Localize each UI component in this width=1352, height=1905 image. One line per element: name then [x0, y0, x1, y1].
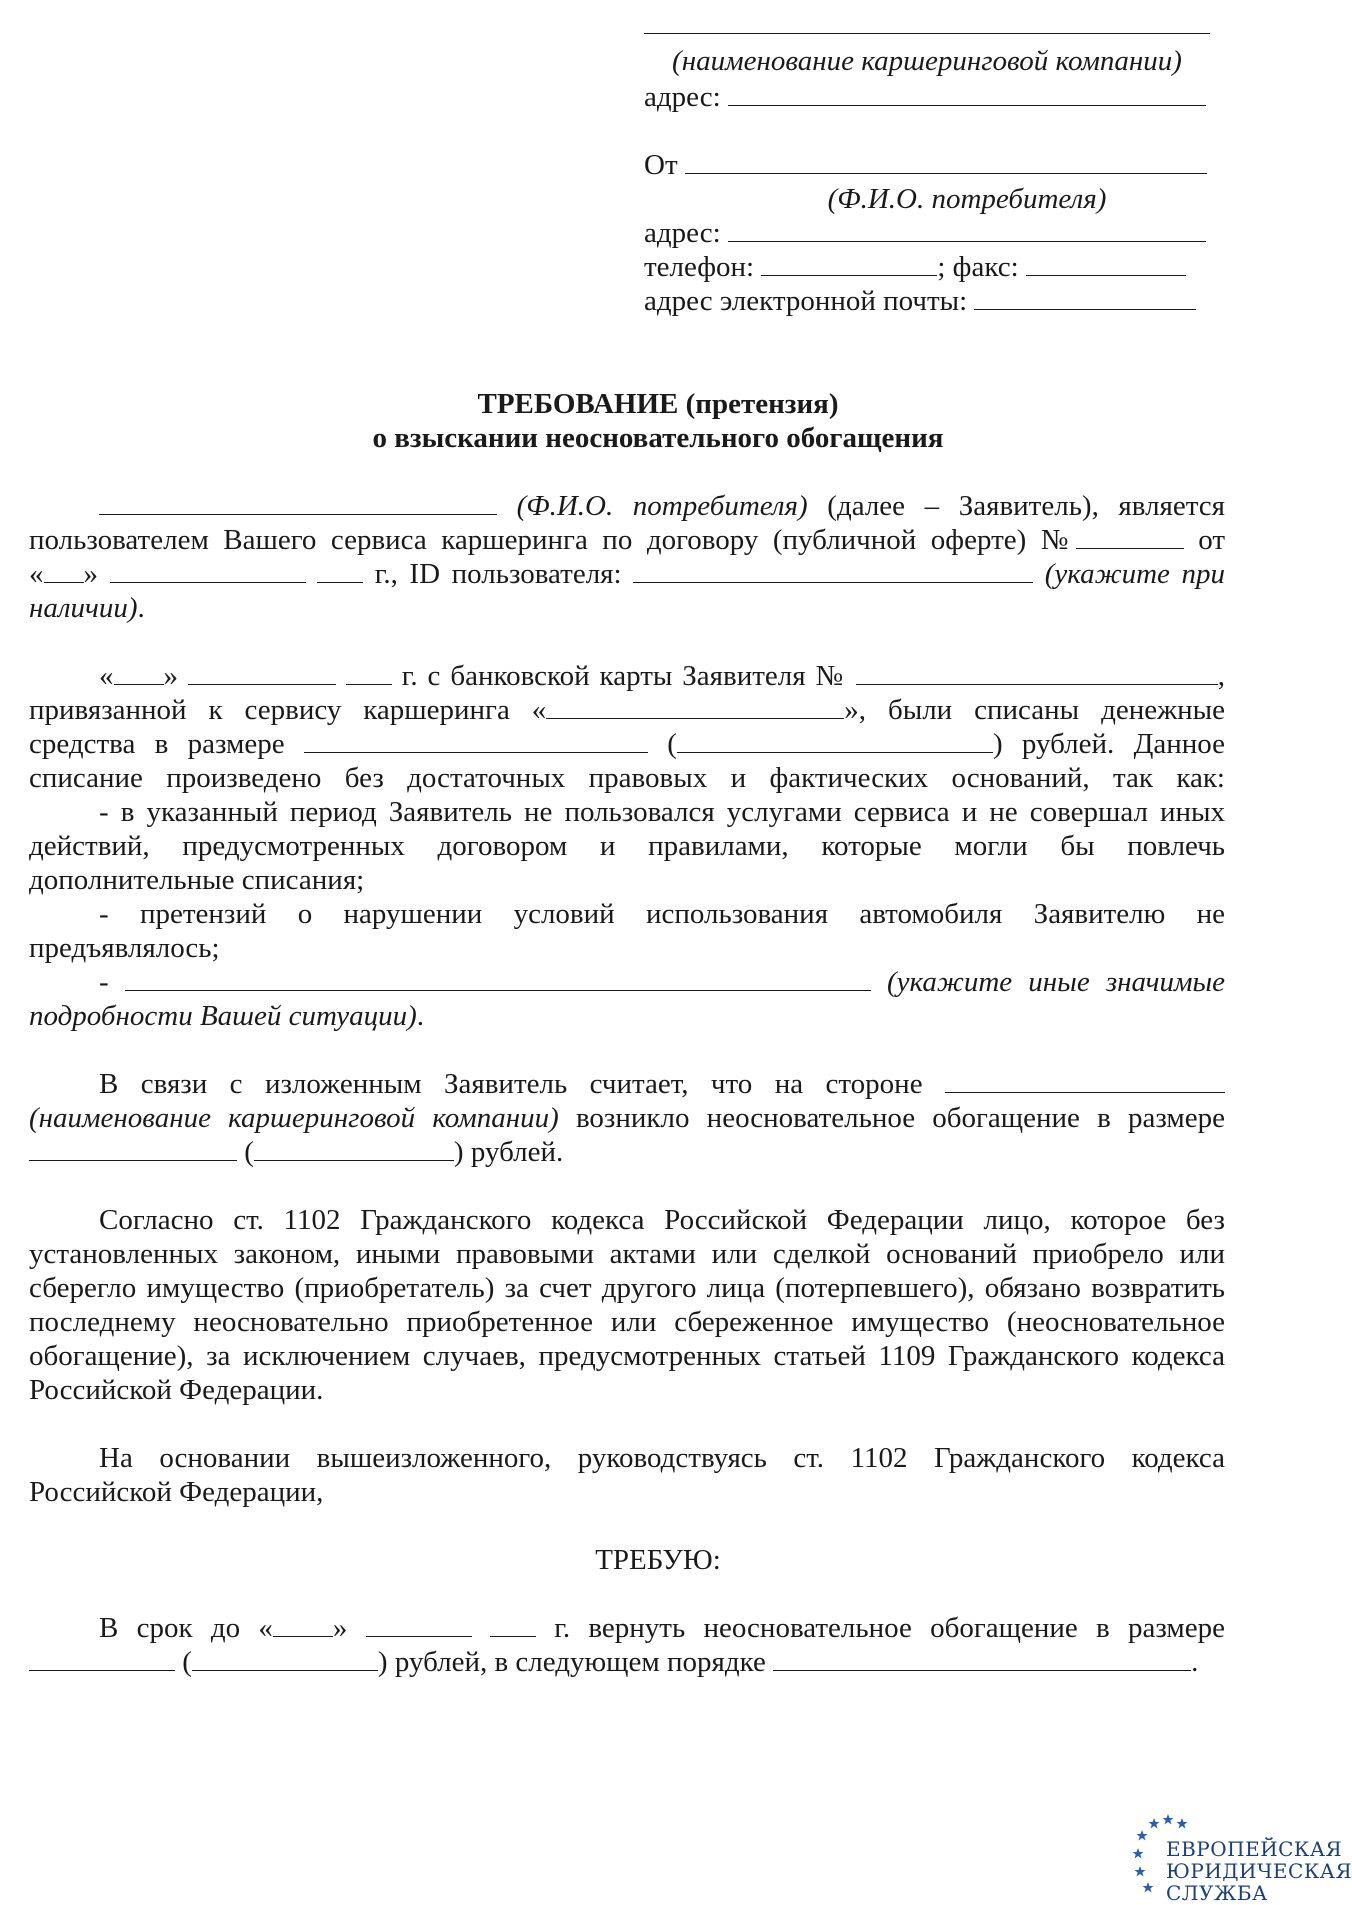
enrichment-words-blank [254, 1136, 454, 1161]
consumer-caption: (Ф.И.О. потребителя) [827, 183, 1107, 215]
p2-text-1: г. с банковской карты Заявителя № [401, 660, 846, 692]
p6-quote-close: » [332, 1612, 348, 1644]
debit-year-blank [346, 660, 392, 685]
p4-line-6: Российской Федерации. [29, 1374, 324, 1406]
p3-paren-open: ( [244, 1136, 254, 1168]
from-blank [685, 151, 1207, 174]
p3-company-caption: (наименование каршеринговой компании) [29, 1102, 559, 1134]
p1-text-3: от [1198, 524, 1226, 556]
card-number-blank [856, 660, 1218, 685]
p1-text-4: г., ID пользователя: [374, 558, 622, 590]
p5-line-1: На основании вышеизложенного, руководствуясь ст. 1102 Гражданского кодекса [99, 1442, 1225, 1474]
p1-hint: (укажите при [1044, 558, 1225, 590]
company-address-line [644, 80, 1210, 114]
email-blank [974, 287, 1196, 310]
paragraph-1 [29, 489, 1225, 625]
demand-heading: ТРЕБУЮ: [595, 1544, 721, 1576]
bullet-1-line-2: действий, предусмотренных договором и правилами, которые могли бы повлечь [29, 830, 1225, 862]
p4-line-5: обогащение), за исключением случаев, предусмотренных статьей 1109 Гражданского кодекса [29, 1340, 1225, 1372]
phone-blank [761, 253, 937, 276]
consumer-caption-inline: (Ф.И.О. потребителя) [516, 490, 808, 522]
amount-words-blank [677, 728, 993, 753]
p4-line-3: сберегло имущество (приобретатель) за счет другого лица (потерпевшего), обязано возвратить [29, 1272, 1225, 1304]
address2-label: адрес: [644, 217, 721, 249]
service-name-blank [546, 694, 844, 719]
fax-blank [1026, 253, 1186, 276]
company-name-blank [644, 11, 1210, 34]
company-caption: (наименование каршеринговой компании) [672, 45, 1182, 77]
month-blank [110, 558, 306, 583]
paragraph-3 [29, 1067, 1225, 1169]
logo-line-2: ЮРИДИЧЕСКАЯ [1166, 1859, 1352, 1883]
p6-text-3: г. вернуть неосновательное обогащение в размере [554, 1612, 1226, 1644]
p1-text-1: (далее – Заявитель), является [827, 490, 1225, 522]
consumer-blank [99, 490, 497, 515]
bullet-2-line-1: - претензий о нарушении условий использования автомобиля Заявителю не [99, 898, 1225, 930]
consumer-address-line [644, 216, 1210, 250]
doc-title: ТРЕБОВАНИЕ (претензия) [477, 388, 839, 420]
deadline-year-blank [490, 1612, 536, 1637]
debit-day-blank [114, 660, 164, 685]
enrichment-digits-blank [29, 1136, 237, 1161]
p1-quote-close: » [83, 558, 98, 590]
company-blank-inline [945, 1068, 1225, 1093]
address-label: адрес: [644, 81, 721, 113]
p1-quote-open: « [29, 558, 44, 590]
p6-text-5: ) рублей, в следующем порядке [377, 1646, 766, 1678]
from-line [644, 148, 1210, 182]
email-line [644, 284, 1210, 318]
p5-line-2: Российской Федерации, [29, 1476, 324, 1508]
bullet-1-line-3: дополнительные списания; [29, 864, 365, 896]
p2-text-6: ) рублей. Данное [992, 728, 1226, 760]
logo-line-1: ЕВРОПЕЙСКАЯ [1166, 1837, 1343, 1861]
address-blank [728, 83, 1206, 106]
email-label: адрес электронной почты: [644, 285, 968, 317]
p2-text-4: средства в размере [29, 728, 285, 760]
company-logo [1128, 1810, 1352, 1905]
return-words-blank [192, 1646, 378, 1671]
doc-subtitle: о взыскании неосновательного обогащения [372, 422, 944, 454]
p2-quote-open: « [99, 660, 114, 692]
p1-dot: . [137, 592, 145, 624]
p3-text-1: В связи с изложенным Заявитель считает, что на стороне [99, 1068, 923, 1100]
p3-text-2: возникло неосновательное обогащение в размере [575, 1102, 1225, 1134]
p1-text-2: пользователем Вашего сервиса каршеринга по договору (публичной оферте) № [29, 524, 1076, 556]
bullet-3-hint: (укажите иные значимые [886, 966, 1226, 998]
bullet-1-line-1: - в указанный период Заявитель не пользовался услугами сервиса и не совершал иных [99, 796, 1225, 828]
paragraph-4 [29, 1203, 1225, 1407]
amount-digits-blank [304, 728, 648, 753]
user-id-blank [633, 558, 1033, 583]
p6-dot: . [1191, 1646, 1199, 1678]
p4-line-2: установленных законом, иными правовыми актами или сделкой оснований приобрело или [29, 1238, 1225, 1270]
bullet-3-hint-2: подробности Вашей ситуации) [29, 1000, 417, 1032]
p2-text-7: списание произведено без достаточных правовых и фактических оснований, так как: [29, 762, 1225, 794]
bullet-2-line-2: предъявлялось; [29, 932, 220, 964]
p6-paren-open: ( [182, 1646, 192, 1678]
p6-text-1: В срок до « [99, 1612, 273, 1644]
paragraph-2 [29, 659, 1225, 1033]
contract-number-blank [1076, 524, 1184, 549]
p1-hint-2: наличии) [29, 592, 138, 624]
p4-line-1: Согласно ст. 1102 Гражданского кодекса Российской Федерации лицо, которое без [99, 1204, 1225, 1236]
bullet-3-dot: . [416, 1000, 425, 1032]
from-label: От [644, 149, 678, 181]
phone-label: телефон: [644, 251, 755, 283]
p2-text-3: », были списаны денежные [844, 694, 1226, 726]
company-line [644, 8, 1210, 42]
paragraph-5 [29, 1441, 1225, 1509]
debit-month-blank [188, 660, 336, 685]
bullet-3-dash: - [99, 966, 109, 998]
p4-line-4: последнему неосновательно приобретенное или сбереженное имущество (неосновательное [29, 1306, 1225, 1338]
deadline-month-blank [366, 1612, 472, 1637]
p2-paren-open: ( [667, 728, 677, 760]
p2-comma: , [1217, 660, 1226, 692]
year-blank [317, 558, 363, 583]
logo-line-3: СЛУЖБА [1166, 1881, 1268, 1905]
p2-text-2: привязанной к сервису каршеринга « [29, 694, 547, 726]
return-order-blank [773, 1646, 1191, 1671]
other-details-blank [125, 966, 871, 991]
return-digits-blank [29, 1646, 175, 1671]
paragraph-6 [29, 1611, 1225, 1679]
fax-label: ; факс: [937, 251, 1019, 283]
day-blank [44, 558, 84, 583]
deadline-day-blank [273, 1612, 333, 1637]
logo-text [1166, 1838, 1352, 1904]
address2-blank [728, 219, 1206, 242]
p2-quote-close: » [163, 660, 178, 692]
p3-text-4: ) рублей. [453, 1136, 564, 1168]
phone-fax-line [644, 250, 1210, 284]
